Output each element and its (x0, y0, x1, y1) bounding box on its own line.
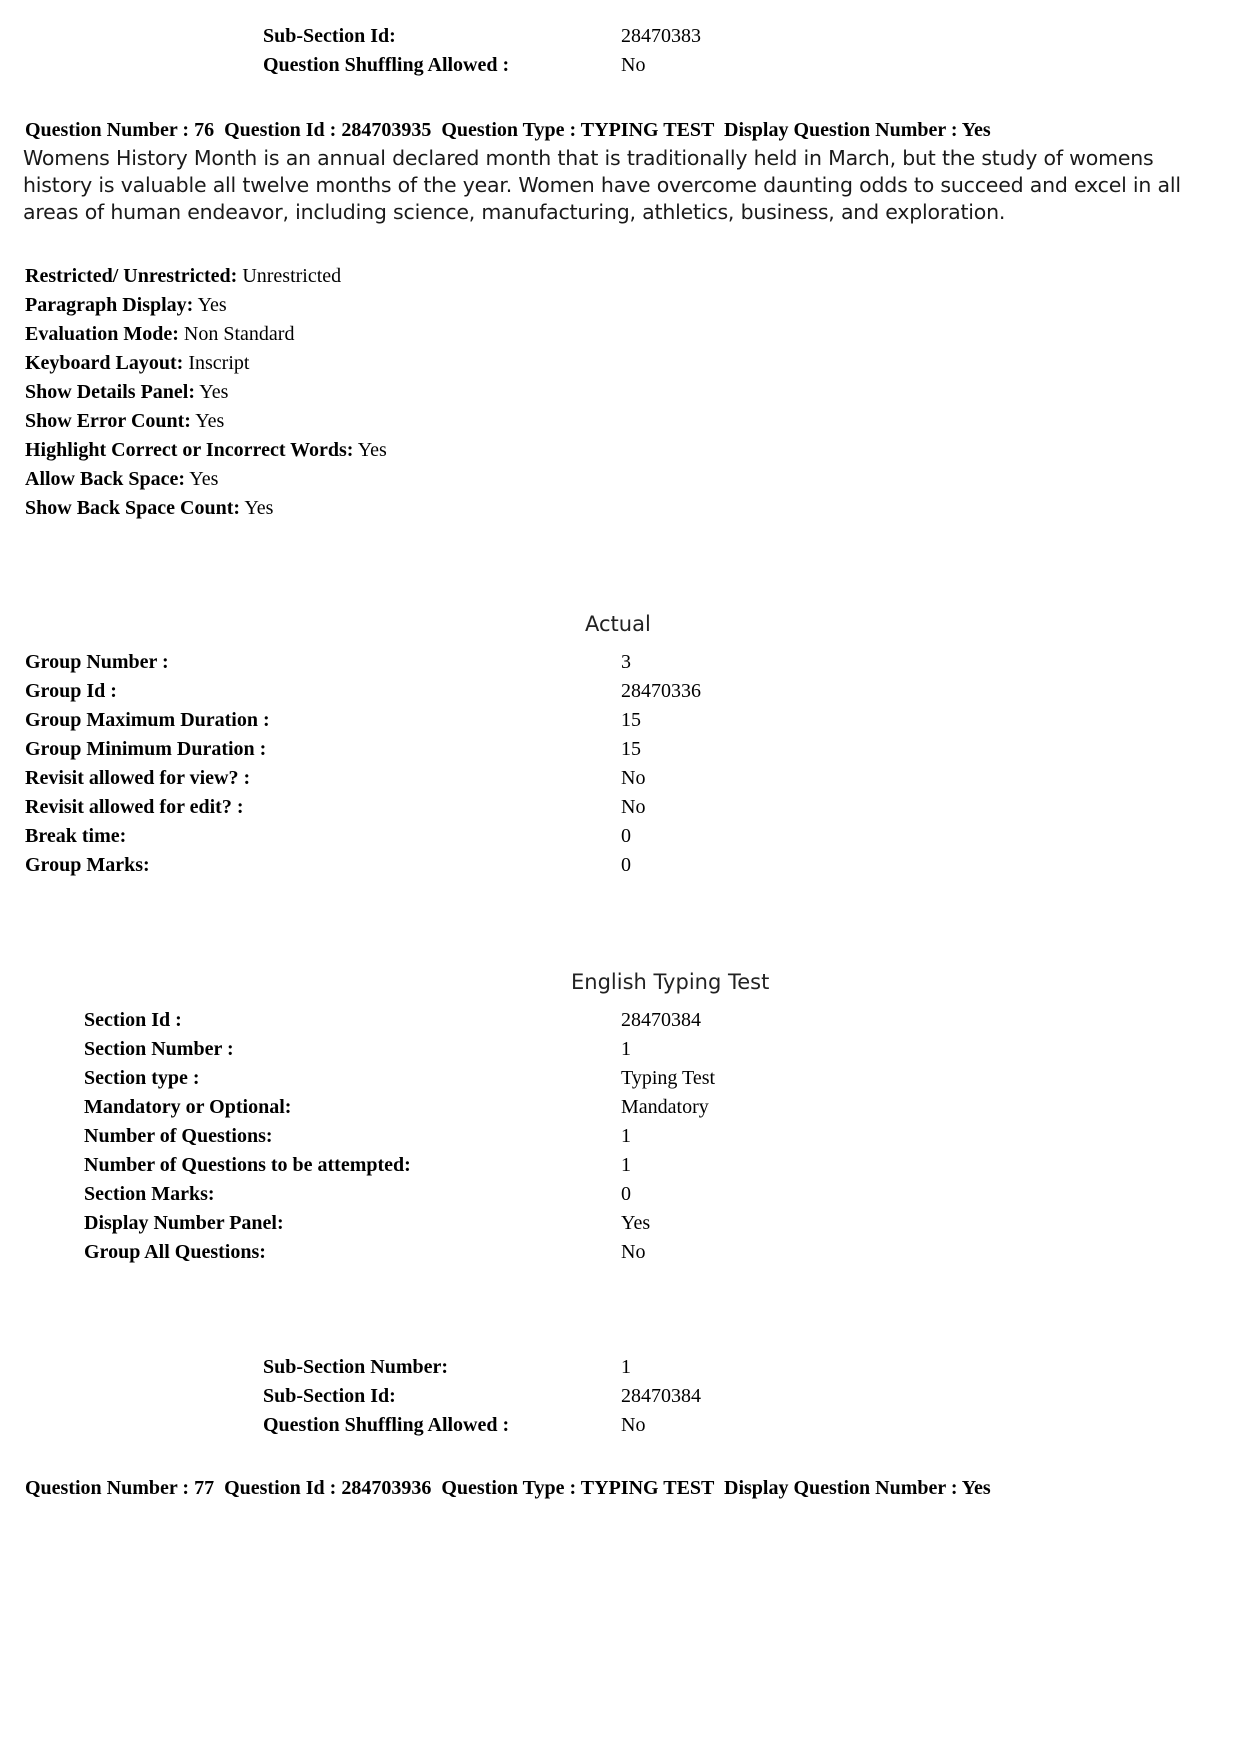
question-shuffling-row (0, 51, 1240, 79)
setting-allow-back-space (25, 465, 218, 494)
sub-section-label: Question Shuffling Allowed : (263, 1414, 510, 1436)
group-row (0, 706, 1240, 734)
group-label: Group Number : (25, 651, 169, 673)
section-label: Section Id : (84, 1009, 182, 1031)
group-row (0, 648, 1240, 676)
section-row (0, 1035, 1240, 1063)
section-value: Typing Test (621, 1067, 716, 1089)
section-row (0, 1151, 1240, 1179)
group-label: Group Marks: (25, 854, 150, 876)
section-label: Mandatory or Optional: (84, 1096, 292, 1118)
setting-label: Restricted/ Unrestricted: (25, 265, 238, 287)
sub-section-value: No (621, 1414, 646, 1436)
setting-label: Paragraph Display: (25, 294, 194, 316)
section-row (0, 1238, 1240, 1266)
group-label: Group Maximum Duration : (25, 709, 270, 731)
group-label: Revisit allowed for view? : (25, 767, 251, 789)
group-label: Break time: (25, 825, 127, 847)
group-row (0, 735, 1240, 763)
sub-section-id-value: 28470383 (621, 25, 701, 47)
setting-value: Unrestricted (242, 265, 342, 287)
section-label: Display Number Panel: (84, 1212, 284, 1234)
setting-label: Show Details Panel: (25, 381, 195, 403)
question-shuffling-label: Question Shuffling Allowed : (263, 54, 510, 76)
group-value: 0 (621, 854, 631, 876)
section-row (0, 1093, 1240, 1121)
setting-label: Allow Back Space: (25, 468, 185, 490)
setting-paragraph-display (25, 291, 227, 320)
section-value: Yes (621, 1212, 651, 1234)
group-row (0, 793, 1240, 821)
setting-evaluation-mode (25, 320, 294, 349)
group-value: 28470336 (621, 680, 701, 702)
group-row (0, 764, 1240, 792)
sub-section-row (0, 1382, 1240, 1410)
section-row (0, 1064, 1240, 1092)
section-value: 28470384 (621, 1009, 701, 1031)
section-value: 1 (621, 1125, 631, 1147)
group-label: Group Minimum Duration : (25, 738, 267, 760)
section-label: Section Number : (84, 1038, 234, 1060)
sub-section-row (0, 1411, 1240, 1439)
section-row (0, 1006, 1240, 1034)
group-value: 15 (621, 709, 641, 731)
setting-show-error-count (25, 407, 224, 436)
group-row (0, 677, 1240, 705)
section-label: Number of Questions to be attempted: (84, 1154, 411, 1176)
setting-value: Yes (199, 381, 229, 403)
setting-label: Evaluation Mode: (25, 323, 179, 345)
sub-section-label: Sub-Section Number: (263, 1356, 449, 1378)
section-value: Mandatory (621, 1096, 709, 1118)
group-value: No (621, 767, 646, 789)
section-value: 1 (621, 1038, 631, 1060)
setting-value: Inscript (188, 352, 250, 374)
sub-section-row (0, 1353, 1240, 1381)
setting-value: Yes (195, 410, 225, 432)
sub-section-value: 28470384 (621, 1385, 701, 1407)
section-title: English Typing Test (571, 970, 770, 994)
group-value: 0 (621, 825, 631, 847)
section-label: Section Marks: (84, 1183, 215, 1205)
group-title: Actual (585, 612, 651, 636)
setting-label: Highlight Correct or Incorrect Words: (25, 439, 354, 461)
group-value: 3 (621, 651, 631, 673)
setting-show-details-panel (25, 378, 228, 407)
section-value: 1 (621, 1154, 631, 1176)
group-value: 15 (621, 738, 641, 760)
section-value: 0 (621, 1183, 631, 1205)
setting-label: Show Error Count: (25, 410, 191, 432)
setting-highlight-words (25, 436, 387, 465)
section-row (0, 1122, 1240, 1150)
setting-label: Show Back Space Count: (25, 497, 241, 519)
section-label: Section type : (84, 1067, 200, 1089)
sub-section-label: Sub-Section Id: (263, 1385, 396, 1407)
setting-value: Yes (189, 468, 219, 490)
section-label: Number of Questions: (84, 1125, 273, 1147)
question-76-passage: Womens History Month is an annual declared month that is traditionally held in March, but the study of womens history is valuable all twelve months of the year. Women have overcome daunting odds to succeed and excel in all areas of human endeavor, including science, manufacturing, athletics, business, and exploration. (23, 146, 1181, 224)
section-label: Group All Questions: (84, 1241, 266, 1263)
setting-keyboard-layout (25, 349, 249, 378)
group-row (0, 822, 1240, 850)
group-row (0, 851, 1240, 879)
question-77-header: Question Number : 77 Question Id : 284703936 Question Type : TYPING TEST Display Question Number : Yes (25, 1477, 991, 1499)
setting-restricted (25, 262, 341, 291)
group-value: No (621, 796, 646, 818)
setting-value: Yes (357, 439, 387, 461)
group-label: Revisit allowed for edit? : (25, 796, 244, 818)
setting-value: Yes (244, 497, 274, 519)
group-label: Group Id : (25, 680, 117, 702)
section-row (0, 1180, 1240, 1208)
section-value: No (621, 1241, 646, 1263)
setting-label: Keyboard Layout: (25, 352, 184, 374)
setting-value: Non Standard (183, 323, 295, 345)
setting-show-back-space-count (25, 494, 273, 523)
question-76-header: Question Number : 76 Question Id : 284703935 Question Type : TYPING TEST Display Question Number : Yes (25, 119, 991, 141)
question-shuffling-value: No (621, 54, 646, 76)
section-row (0, 1209, 1240, 1237)
sub-section-id-row (0, 22, 1240, 50)
sub-section-id-label: Sub-Section Id: (263, 25, 396, 47)
sub-section-value: 1 (621, 1356, 631, 1378)
setting-value: Yes (197, 294, 227, 316)
